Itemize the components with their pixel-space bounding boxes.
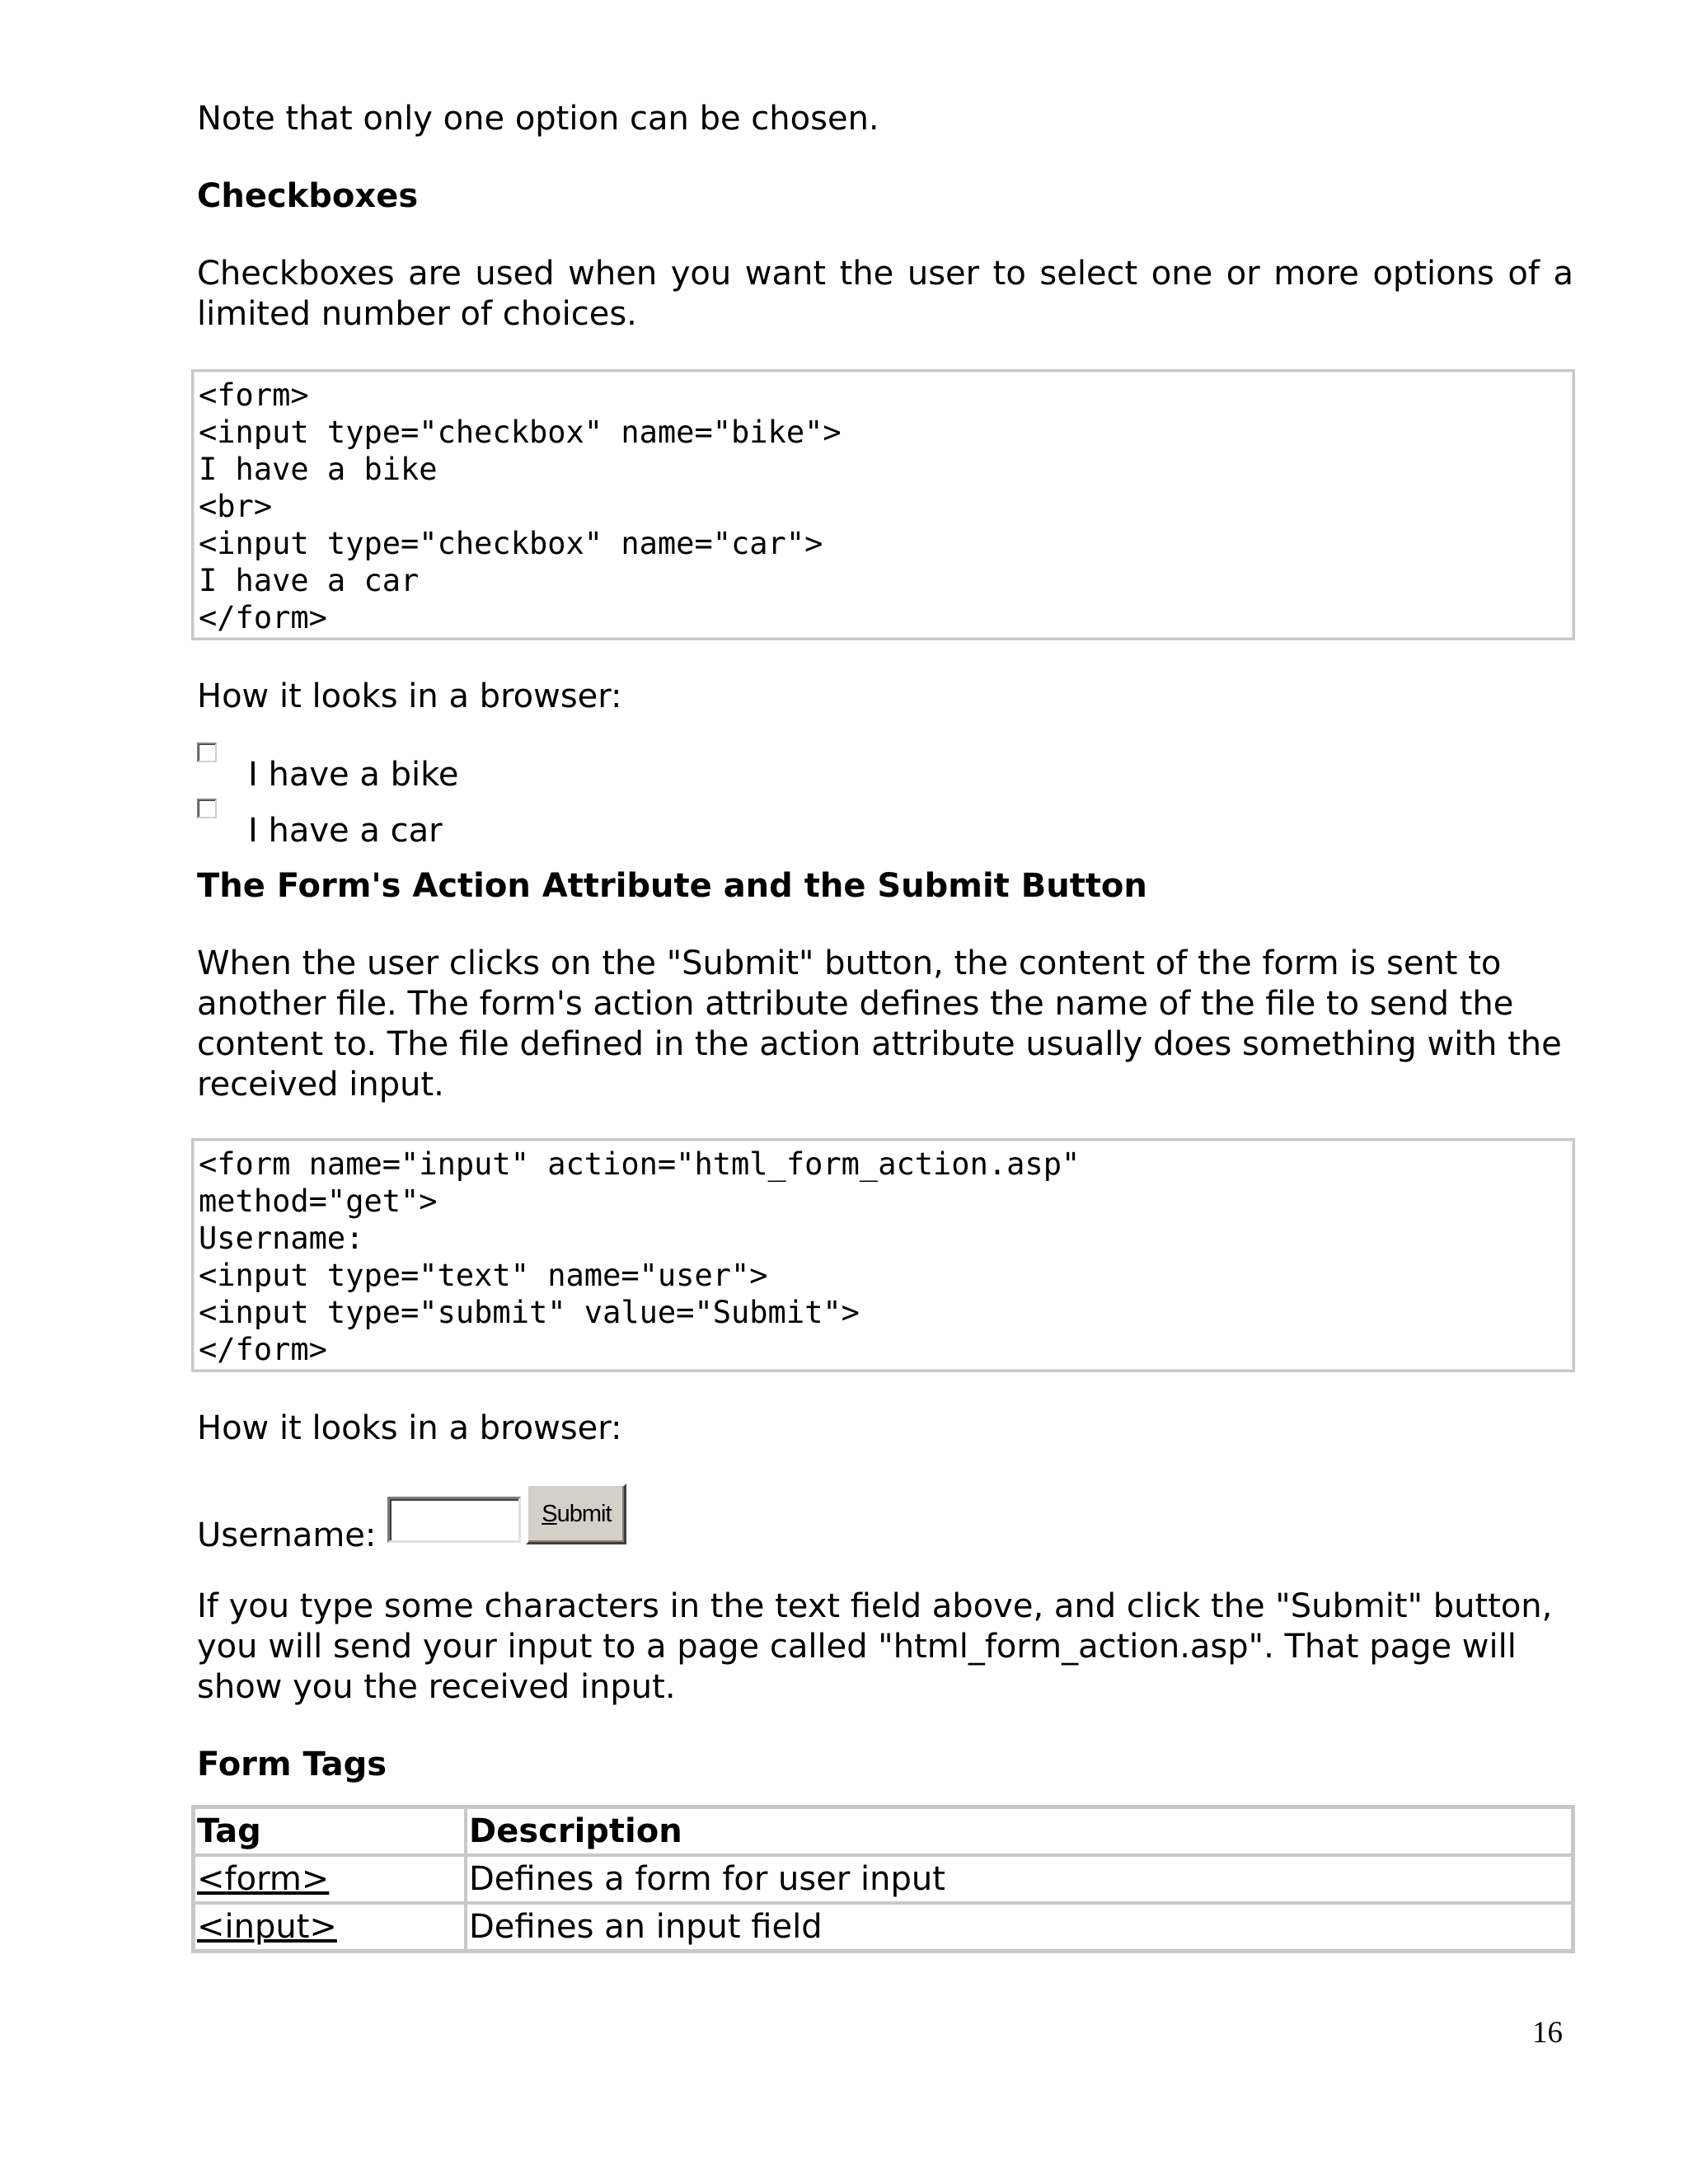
tag-link-input[interactable]: <input> — [194, 1903, 466, 1951]
code-line: <input type="text" name="user"> — [199, 1258, 768, 1293]
checkboxes-heading: Checkboxes — [197, 177, 419, 215]
code-line: <form name="input" action="html_form_action.asp" — [199, 1146, 1081, 1182]
page-number: 16 — [1532, 2016, 1563, 2050]
checkbox-demo-row-bike — [197, 739, 1573, 795]
submit-explanation: If you type some characters in the text field above, and click the "Submit" button, you will send your input to a page called "html_form_action.asp". That page will show you the received input. — [197, 1587, 1553, 1706]
intro-text: Note that only one option can be chosen. — [197, 100, 879, 138]
tag-description: Defines an input field — [466, 1903, 1573, 1951]
submit-code-sample — [191, 1138, 1575, 1372]
bike-checkbox-label: I have a bike — [248, 756, 459, 794]
submit-button-label: ubmit — [556, 1500, 612, 1527]
submit-button-accesskey: S — [542, 1500, 557, 1527]
username-label: Username: — [197, 1516, 377, 1554]
submit-browser-caption: How it looks in a browser: — [197, 1409, 622, 1447]
table-row — [194, 1903, 1573, 1951]
bike-checkbox[interactable] — [197, 743, 217, 762]
tag-description: Defines a form for user input — [466, 1855, 1573, 1903]
code-line: I have a bike — [199, 452, 438, 487]
code-line: <input type="checkbox" name="bike"> — [199, 415, 842, 450]
code-line: method="get"> — [199, 1183, 438, 1219]
form-tags-heading: Form Tags — [197, 1746, 387, 1783]
checkbox-demo — [197, 739, 1573, 851]
action-paragraph: When the user clicks on the "Submit" button, the content of the form is sent to another file. The form's action attribute defines the name of the file to send the content to. The file defined in the action attribute usually does something with the received input. — [197, 944, 1562, 1104]
action-heading: The Form's Action Attribute and the Submit Button — [197, 867, 1147, 905]
username-demo — [197, 1482, 1573, 1556]
code-line: <input type="submit" value="Submit"> — [199, 1295, 860, 1330]
table-header-row — [194, 1807, 1573, 1855]
submit-button[interactable] — [526, 1483, 626, 1544]
table-row — [194, 1855, 1573, 1903]
checkbox-browser-caption: How it looks in a browser: — [197, 677, 622, 715]
column-header-tag: Tag — [194, 1807, 466, 1855]
code-line: <br> — [199, 489, 273, 524]
code-line: I have a car — [199, 563, 420, 598]
checkboxes-paragraph: Checkboxes are used when you want the user to select one or more options of a limited number of choices. — [197, 255, 1573, 333]
code-line: </form> — [199, 600, 327, 635]
document-page — [197, 0, 1573, 1953]
username-input[interactable] — [387, 1497, 521, 1543]
checkbox-code-sample — [191, 369, 1575, 640]
code-line: Username: — [199, 1221, 364, 1256]
column-header-description: Description — [466, 1807, 1573, 1855]
checkbox-demo-row-car — [197, 795, 1573, 851]
code-line: <form> — [199, 377, 309, 413]
code-line: <input type="checkbox" name="car"> — [199, 526, 823, 561]
form-tags-table — [191, 1805, 1575, 1953]
car-checkbox[interactable] — [197, 799, 217, 818]
car-checkbox-label: I have a car — [248, 812, 443, 850]
code-line: </form> — [199, 1332, 327, 1367]
tag-link-form[interactable]: <form> — [194, 1855, 466, 1903]
